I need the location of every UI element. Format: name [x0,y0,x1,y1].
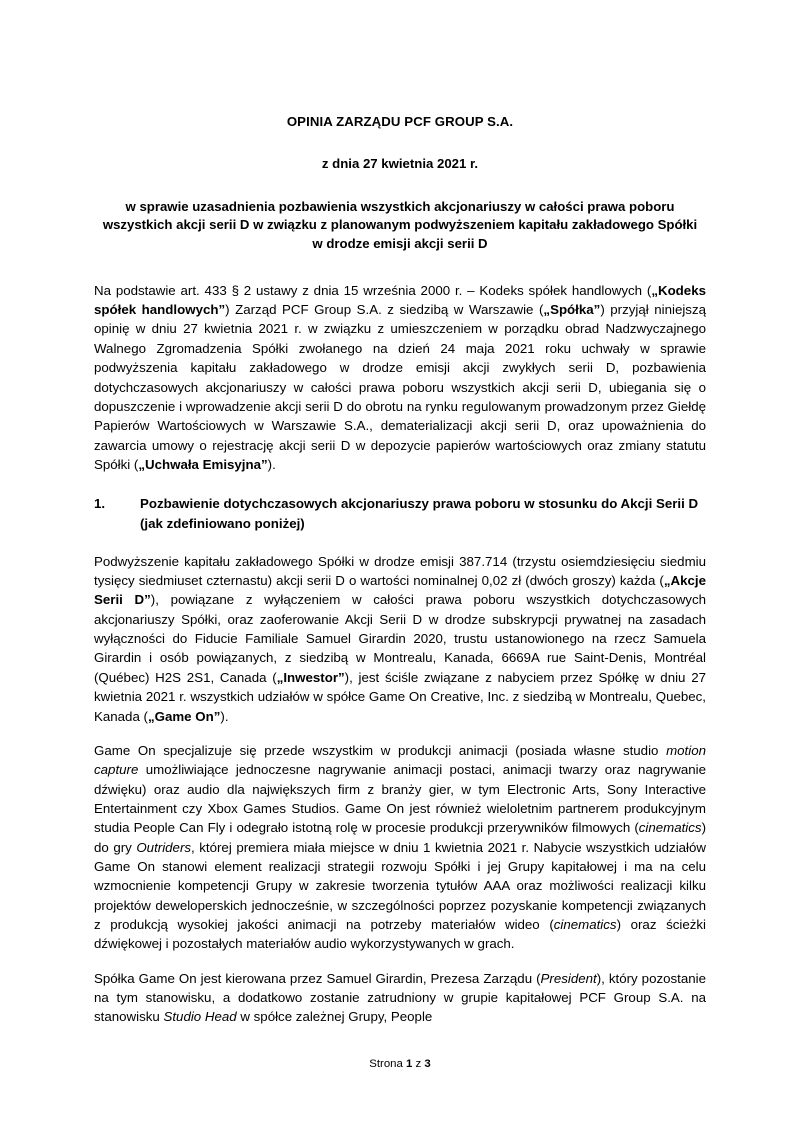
footer-total-pages: 3 [424,1058,431,1070]
p3-segment-1: Game On specjalizuje się przede wszystkim w produkcji animacji (posiada własne studio [94,742,667,758]
section-title-1: Pozbawienie dotychczasowych akcjonariuszy prawa poboru w stosunku do Akcji Serii D (jak zdefiniowano poniżej) [140,496,699,531]
p2-segment-4: ). [220,708,229,724]
p3-italic-cinematics-1: cinematics [638,820,702,836]
paragraph-share-capital-increase [94,552,706,726]
p4-segment-2: ), który pozostanie na tym stanowisku, a dodatkowo zostanie zatrudniony w grupie kapitałowej PCF Group S.A. na stanowisku [94,970,706,1025]
paragraph-legal-basis [94,281,706,474]
paragraph-management [94,969,706,1027]
p2-segment-2: ), powiązane z wyłączeniem w całości prawa poboru wszystkich dotychczasowych akcjonariuszy Spółki, oraz zaoferowanie Akcji Serii D w drodze subskrypcji prywatnej na zasadach wyłączności do Fiducie Familiale Samuel Girardin 2020, trustu ustanowionego na rzecz Samuela Girardin i osób powiązanych, z siedzibą w Montrealu, Kanada, 6669A rue Saint-Denis, Montréal (Québec) H2S 2S1, Canada ( [94,592,706,685]
p1-segment-2: ) Zarząd PCF Group S.A. z siedzibą w Warszawie ( [225,302,544,318]
p2-segment-1: Podwyższenie kapitału zakładowego Spółki w drodze emisji 387.714 (trzystu osiemdziesięciu siedmiu tysięcy siedmiuset czternastu) akcji serii D o wartości nominalnej 0,02 zł (dwóch groszy) każda ( [94,553,706,589]
document-subject-line-2: w drodze emisji akcji serii D [312,236,488,252]
document-subject [94,198,706,254]
p4-italic-studio-head: Studio Head [163,1009,237,1025]
footer-current-page: 1 [406,1058,413,1070]
p2-defined-term-game-on: „Game On” [147,708,221,724]
p4-italic-president: President [540,970,597,986]
p3-italic-motion-capture: motion capture [94,742,706,778]
section-heading-1 [94,494,706,533]
document-content [94,112,706,1027]
p3-segment-2: umożliwiające jednoczesne nagrywanie animacji postaci, animacji twarzy oraz nagrywanie dźwięku) oraz audio dla największych firm z branży gier, w tym Electronic Arts, Sony Interactive Entertainment czy Xbox Games Studios. Game On jest również wieloletnim partnerem produkcyjnym studia People Can Fly i odegrało istotną rolę w procesie produkcji przerywników filmowych ( [94,762,706,836]
page-title: OPINIA ZARZĄDU PCF GROUP S.A. [286,114,514,129]
p2-segment-3: ), jest ściśle związane z nabyciem przez Spółkę w dniu 27 kwietnia 2021 r. wszystkich udziałów w spółce Game On Creative, Inc. z siedzibą w Montrealu, Quebec, Kanada ( [94,669,706,724]
p3-segment-3: ) do gry [94,820,706,855]
p2-defined-term-investor: „Inwestor” [276,669,345,685]
paragraph-game-on-profile [94,741,706,954]
p1-segment-1: Na podstawie art. 433 § 2 ustawy z dnia 15 września 2000 r. – Kodeks spółek handlowych ( [94,282,652,298]
p1-segment-4: ). [267,456,276,472]
p1-defined-term-resolution: „Uchwała Emisyjna” [138,456,268,472]
p3-segment-4: , której premiera miała miejsce w dniu 1 kwietnia 2021 r. Nabycie wszystkich udziałów Game On stanowi element realizacji strategii rozwoju Spółki i jej Grupy kapitałowej i ma na celu wzmocnienie kompetencji Grupy w zakresie tworzenia tytułów AAA oraz możliwości realizacji kilku projektów deweloperskich jednocześnie, w szczególności poprzez pozyskanie kompetencji związanych z produkcją wysokiej jakości animacji na potrzeby materiałów wideo ( [94,839,706,932]
p4-segment-3: w spółce zależnej Grupy, People [236,1009,433,1025]
p3-italic-outriders: Outriders [136,839,192,855]
p1-defined-term-code: „Kodeks spółek handlowych” [94,282,706,318]
footer-separator: z [412,1058,425,1070]
p3-segment-5: ) oraz ścieżki dźwiękowej i pozostałych materiałów audio wykorzystywanych w grach. [94,916,706,952]
document-date: z dnia 27 kwietnia 2021 r. [321,155,479,171]
p4-segment-1: Spółka Game On jest kierowana przez Samuel Girardin, Prezesa Zarządu ( [94,970,541,986]
p3-italic-cinematics-2: cinematics [553,916,617,932]
p2-defined-term-series-d-shares: „Akcje Serii D” [94,573,706,608]
document-title-block [94,112,706,254]
page-footer [0,1058,800,1072]
footer-prefix: Strona [369,1058,406,1070]
p1-defined-term-company: „Spółka” [543,302,601,318]
p1-segment-3: ) przyjął niniejszą opinię w dniu 27 kwietnia 2021 r. w związku z umieszczeniem w porządku obrad Nadzwyczajnego Walnego Zgromadzenia Spółki zwołanego na dzień 24 maja 2021 roku uchwały w sprawie podwyższenia kapitału zakładowego w drodze emisji akcji zwykłych serii D, pozbawienia dotychczasowych akcjonariuszy w całości prawa poboru wszystkich akcji serii D, ubiegania się o dopuszczenie i wprowadzenie akcji serii D do obrotu na rynku regulowanym prowadzonym przez Giełdę Papierów Wartościowych w Warszawie S.A., dematerializacji akcji serii D, oraz upoważnienia do zawarcia umowy o rejestrację akcji serii D w depozycie papierów wartościowych oraz zmiany statutu Spółki ( [94,302,706,472]
document-subject-line-1: w sprawie uzasadnienia pozbawienia wszystkich akcjonariuszy w całości prawa poboru wszystkich akcji serii D w związku z planowanym podwyższeniem kapitału zakładowego Spółki [102,198,698,233]
section-number-1: 1. [94,496,106,512]
